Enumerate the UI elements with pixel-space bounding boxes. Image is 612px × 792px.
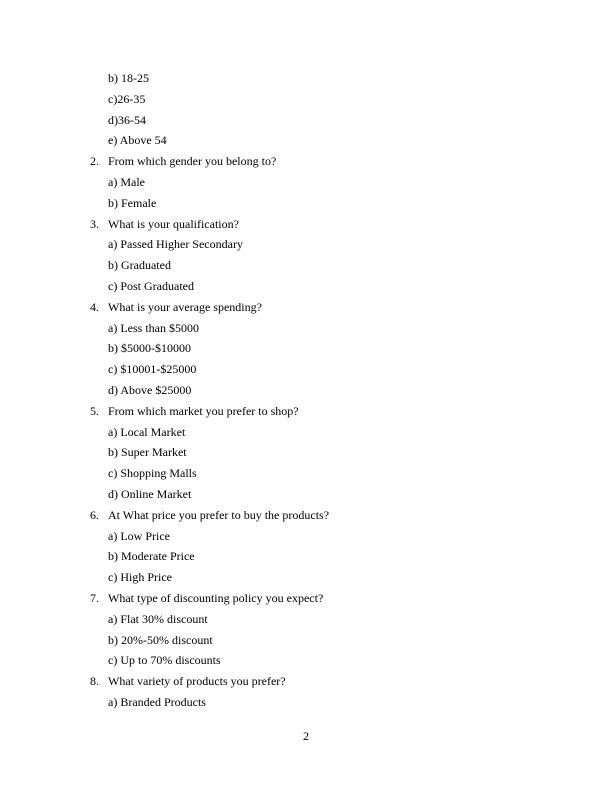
option-item: c) High Price: [108, 570, 172, 585]
option-item: b) Female: [108, 195, 157, 210]
question-number: 4.: [90, 299, 99, 314]
question-text: What is your average spending?: [108, 299, 262, 314]
question-number: 5.: [90, 403, 99, 418]
option-item: e) Above 54: [108, 133, 167, 148]
question-text: From which market you prefer to shop?: [108, 403, 299, 418]
question-number: 8.: [90, 674, 99, 689]
question-7: [0, 590, 612, 611]
question-text: What is your qualification?: [108, 216, 239, 231]
question-3: [0, 216, 612, 237]
option-item: c) Up to 70% discounts: [108, 653, 221, 668]
question-text: From which gender you belong to?: [108, 154, 277, 169]
option-item: d) Above $25000: [108, 382, 192, 397]
question-8: [0, 673, 612, 694]
question-6: [0, 507, 612, 528]
option-item: a) Less than $5000: [108, 320, 199, 335]
page-number: 2: [303, 729, 309, 743]
option-item: d) Online Market: [108, 486, 192, 501]
question-number: 3.: [90, 216, 99, 231]
question-text: At What price you prefer to buy the products?: [108, 507, 330, 522]
question-text: What variety of products you prefer?: [108, 674, 286, 689]
option-item: c) $10001-$25000: [108, 362, 197, 377]
option-item: a) Male: [108, 174, 145, 189]
question-5: [0, 403, 612, 424]
question-text: What type of discounting policy you expect?: [108, 590, 324, 605]
option-item: c)26-35: [108, 91, 146, 106]
option-item: c) Shopping Malls: [108, 466, 197, 481]
question-4: [0, 299, 612, 320]
option-item: a) Passed Higher Secondary: [108, 237, 243, 252]
option-item: a) Flat 30% discount: [108, 611, 208, 626]
option-item: b) Graduated: [108, 258, 171, 273]
question-number: 6.: [90, 507, 99, 522]
option-item: b) 20%-50% discount: [108, 632, 213, 647]
question-2: [0, 153, 612, 174]
option-item: b) Super Market: [108, 445, 187, 460]
option-item: b) 18-25: [108, 71, 149, 85]
option-item: a) Local Market: [108, 424, 186, 439]
question-number: 2.: [90, 154, 99, 169]
option-item: a) Low Price: [108, 528, 170, 543]
option-item: b) Moderate Price: [108, 549, 195, 564]
question-number: 7.: [90, 590, 99, 605]
option-item: a) Branded Products: [108, 694, 206, 709]
option-item: b) $5000-$10000: [108, 341, 191, 356]
option-item: d)36-54: [108, 112, 146, 127]
questionnaire: [0, 70, 612, 715]
option-item: c) Post Graduated: [108, 278, 194, 293]
